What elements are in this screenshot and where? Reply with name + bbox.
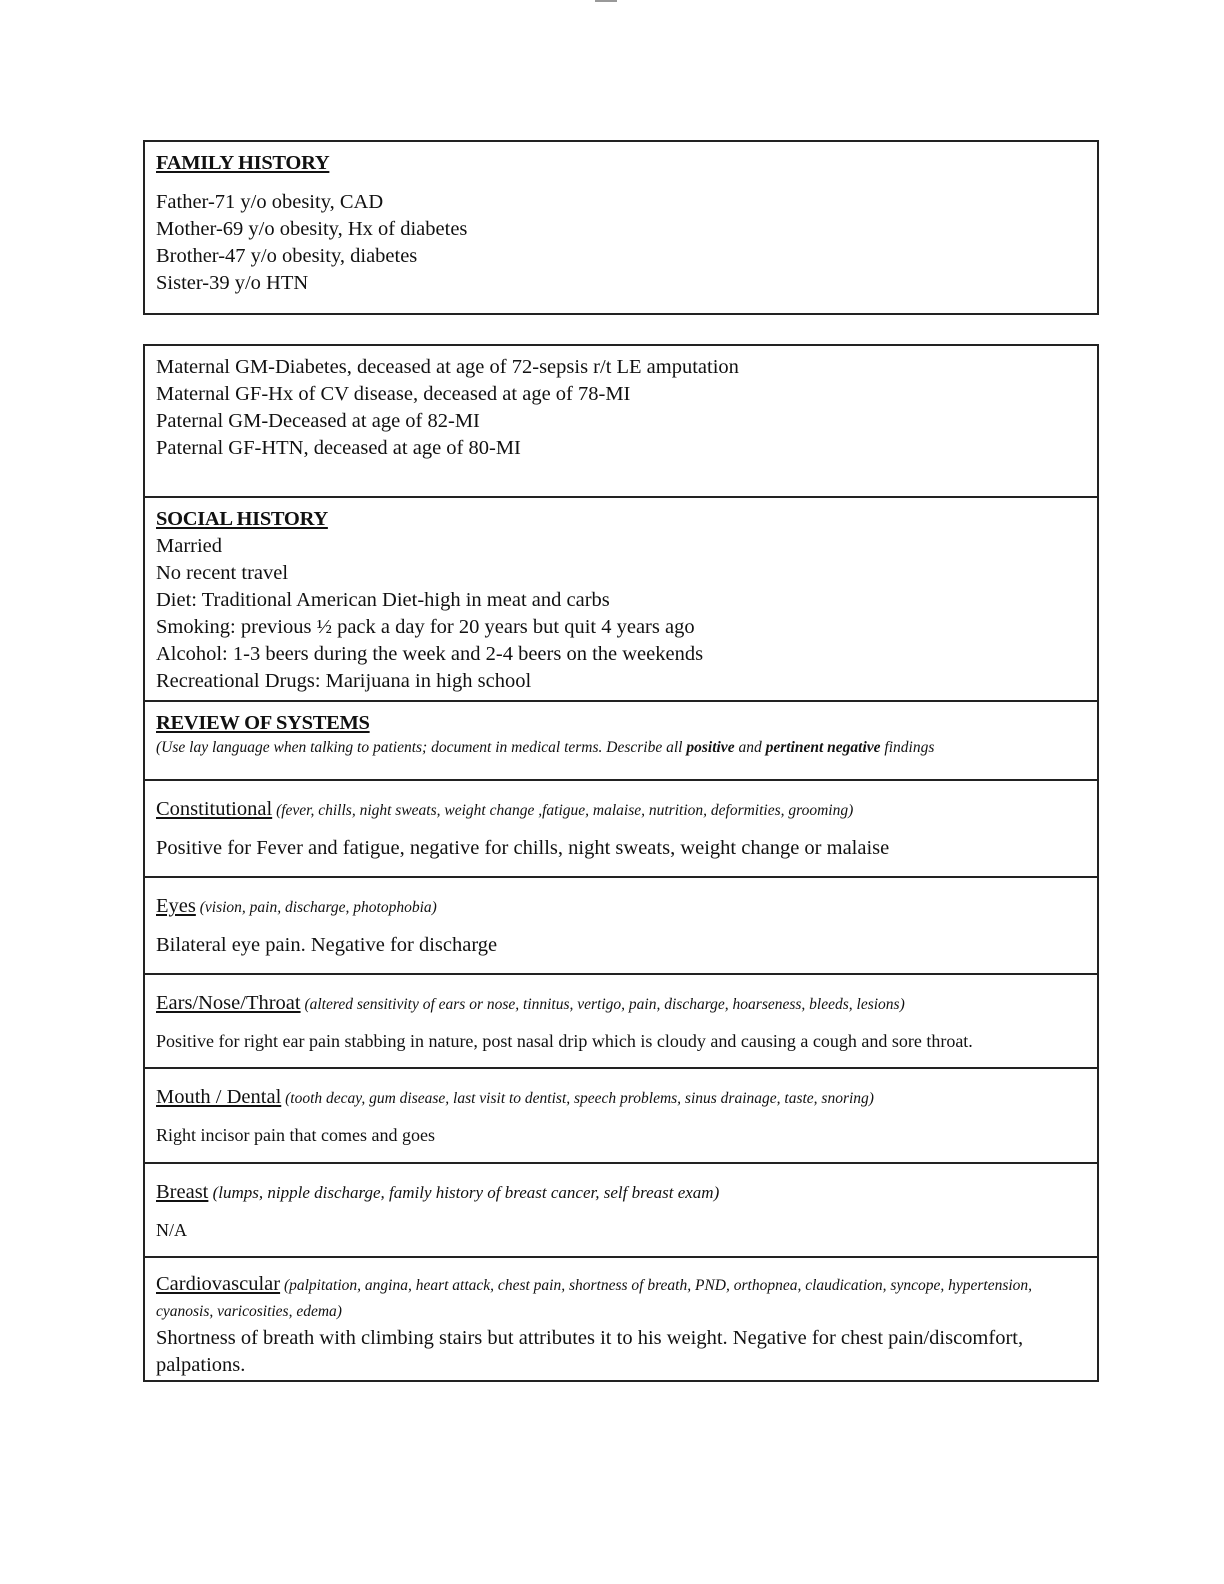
grandparent-line: Paternal GF-HTN, deceased at age of 80-MI bbox=[156, 437, 521, 459]
social-history-heading: SOCIAL HISTORY bbox=[156, 508, 328, 530]
social-history-line: Diet: Traditional American Diet-high in meat and carbs bbox=[156, 589, 610, 611]
review-instructions bbox=[156, 739, 1086, 757]
constitutional-title: Constitutional bbox=[156, 798, 273, 820]
review-of-systems-section bbox=[145, 702, 1097, 781]
mouth-dental-title: Mouth / Dental bbox=[156, 1086, 282, 1108]
social-history-line: Smoking: previous ½ pack a day for 20 years but quit 4 years ago bbox=[156, 616, 695, 638]
instruction-emphasis-pertinent-negative: pertinent negative bbox=[765, 739, 881, 756]
grandparents-section bbox=[145, 346, 1097, 498]
family-history-line: Father-71 y/o obesity, CAD bbox=[156, 191, 384, 213]
social-history-line: Married bbox=[156, 535, 223, 557]
history-table bbox=[143, 344, 1099, 1382]
mouth-dental-finding: Right incisor pain that comes and goes bbox=[156, 1125, 435, 1145]
breast-finding: N/A bbox=[156, 1220, 187, 1240]
review-of-systems-heading: REVIEW OF SYSTEMS bbox=[156, 712, 370, 734]
family-history-line: Brother-47 y/o obesity, diabetes bbox=[156, 245, 418, 267]
page-top-mark bbox=[595, 0, 617, 2]
social-history-line: Alcohol: 1-3 beers during the week and 2-4 beers on the weekends bbox=[156, 643, 704, 665]
eyes-section bbox=[145, 878, 1097, 975]
cardiovascular-hint: (palpitation, angina, heart attack, chest pain, shortness of breath, PND, orthopnea, claudication, syncope, hypertension, cyanosis, varicosities, edema) bbox=[156, 1277, 1033, 1320]
breast-section bbox=[145, 1164, 1097, 1258]
social-history-line: No recent travel bbox=[156, 562, 289, 584]
ent-section bbox=[145, 975, 1097, 1069]
cardiovascular-section bbox=[145, 1258, 1097, 1379]
social-history-line: Recreational Drugs: Marijuana in high school bbox=[156, 670, 532, 692]
eyes-finding: Bilateral eye pain. Negative for discharge bbox=[156, 934, 498, 956]
ent-title: Ears/Nose/Throat bbox=[156, 992, 301, 1014]
family-history-heading: FAMILY HISTORY bbox=[156, 152, 330, 174]
cardiovascular-finding: Shortness of breath with climbing stairs but attributes it to his weight. Negative for chest pain/discomfort, palpations. bbox=[156, 1327, 1024, 1376]
constitutional-finding: Positive for Fever and fatigue, negative for chills, night sweats, weight change or malaise bbox=[156, 837, 890, 859]
ent-hint: (altered sensitivity of ears or nose, tinnitus, vertigo, pain, discharge, hoarseness, bleeds, lesions) bbox=[300, 996, 905, 1013]
eyes-title: Eyes bbox=[156, 895, 196, 917]
breast-title: Breast bbox=[156, 1181, 209, 1203]
instruction-text: (Use lay language when talking to patients; document in medical terms. Describe all bbox=[156, 739, 687, 756]
eyes-hint: (vision, pain, discharge, photophobia) bbox=[195, 899, 437, 916]
mouth-dental-hint: (tooth decay, gum disease, last visit to dentist, speech problems, sinus drainage, taste, snoring) bbox=[281, 1090, 874, 1107]
grandparent-line: Maternal GF-Hx of CV disease, deceased at age of 78-MI bbox=[156, 383, 631, 405]
family-history-line: Mother-69 y/o obesity, Hx of diabetes bbox=[156, 218, 468, 240]
constitutional-section bbox=[145, 781, 1097, 878]
constitutional-hint: (fever, chills, night sweats, weight change ,fatigue, malaise, nutrition, deformities, grooming) bbox=[272, 802, 854, 819]
grandparent-line: Paternal GM-Deceased at age of 82-MI bbox=[156, 410, 480, 432]
ent-finding: Positive for right ear pain stabbing in nature, post nasal drip which is cloudy and causing a cough and sore throat. bbox=[156, 1031, 973, 1051]
grandparent-line: Maternal GM-Diabetes, deceased at age of 72-sepsis r/t LE amputation bbox=[156, 356, 739, 378]
family-history-box bbox=[143, 140, 1099, 315]
instruction-text: and bbox=[734, 739, 766, 756]
cardiovascular-title: Cardiovascular bbox=[156, 1273, 281, 1295]
social-history-section bbox=[145, 498, 1097, 702]
breast-hint: (lumps, nipple discharge, family history of breast cancer, self breast exam) bbox=[208, 1183, 720, 1202]
instruction-emphasis-positive: positive bbox=[686, 739, 735, 756]
family-history-line: Sister-39 y/o HTN bbox=[156, 272, 309, 294]
mouth-dental-section bbox=[145, 1069, 1097, 1164]
instruction-text: findings bbox=[880, 739, 935, 756]
